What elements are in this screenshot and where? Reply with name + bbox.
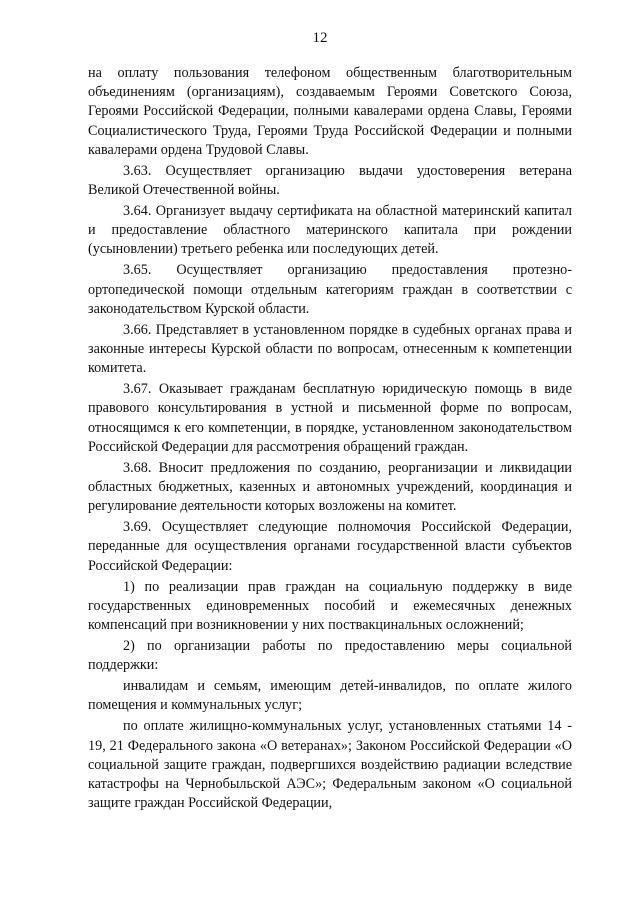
- paragraph-3-64: 3.64. Организует выдачу сертификата на областной материнский капитал и предоставление областного материнского капитала при рождении (усыновлении) третьего ребенка или последующих детей.: [88, 203, 572, 258]
- page-number: 12: [312, 30, 328, 46]
- paragraph-disabled-families: инвалидам и семьям, имеющим детей-инвалидов, по оплате жилого помещения и коммунальных услуг;: [88, 678, 572, 714]
- paragraph-3-65: 3.65. Осуществляет организацию предоставления протезно-ортопедической помощи отдельным категориям граждан в соответствии с законодательством Курской области.: [88, 262, 572, 317]
- paragraph-item-2: 2) по организации работы по предоставлению меры социальной поддержки:: [88, 638, 572, 674]
- paragraph-3-67: 3.67. Оказывает гражданам бесплатную юридическую помощь в виде правового консультирования в устной и письменной форме по вопросам, относящимся к его компетенции, в порядке, установленном законодательством Российской Федерации для рассмотрения обращений граждан.: [88, 381, 572, 455]
- paragraph-3-63: 3.63. Осуществляет организацию выдачи удостоверения ветерана Великой Отечественной войны.: [88, 162, 572, 199]
- paragraph-item-1: 1) по реализации прав граждан на социальную поддержку в виде государственных единовременных пособий и ежемесячных денежных компенсаций при возникновении у них поствакцинальных осложнений;: [88, 578, 572, 634]
- paragraph-3-68: 3.68. Вносит предложения по созданию, реорганизации и ликвидации областных бюджетных, казенных и автономных учреждений, координация и регулирование деятельности которых возложены на комитет.: [88, 459, 572, 515]
- paragraph-3-66: 3.66. Представляет в установленном порядке в судебных органах права и законные интересы Курской области по вопросам, отнесенным к компетенции комитета.: [88, 321, 572, 377]
- paragraph-continuation: на оплату пользования телефоном общественным благотворительным объединениям (организациям), создаваемым Героями Советского Союза, Героями Российской Федерации, полными кавалерами ордена Славы, Героями Социалистического Труда, Героями Труда Российской Федерации и полными кавалерами ордена Трудовой Славы.: [88, 65, 572, 158]
- paragraph-3-69: 3.69. Осуществляет следующие полномочия Российской Федерации, переданные для осуществления органами государственной власти субъектов Российской Федерации:: [88, 519, 572, 574]
- document-body: [88, 64, 572, 815]
- paragraph-housing-utilities: по оплате жилищно-коммунальных услуг, установленных статьями 14 - 19, 21 Федерального закона «О ветеранах»; Законом Российской Федерации «О социальной защите граждан, подвергшихся воздействию радиации вследствие катастрофы на Чернобыльской АЭС»; Федеральным законом «О социальной защите граждан Российской Федерации,: [88, 718, 572, 812]
